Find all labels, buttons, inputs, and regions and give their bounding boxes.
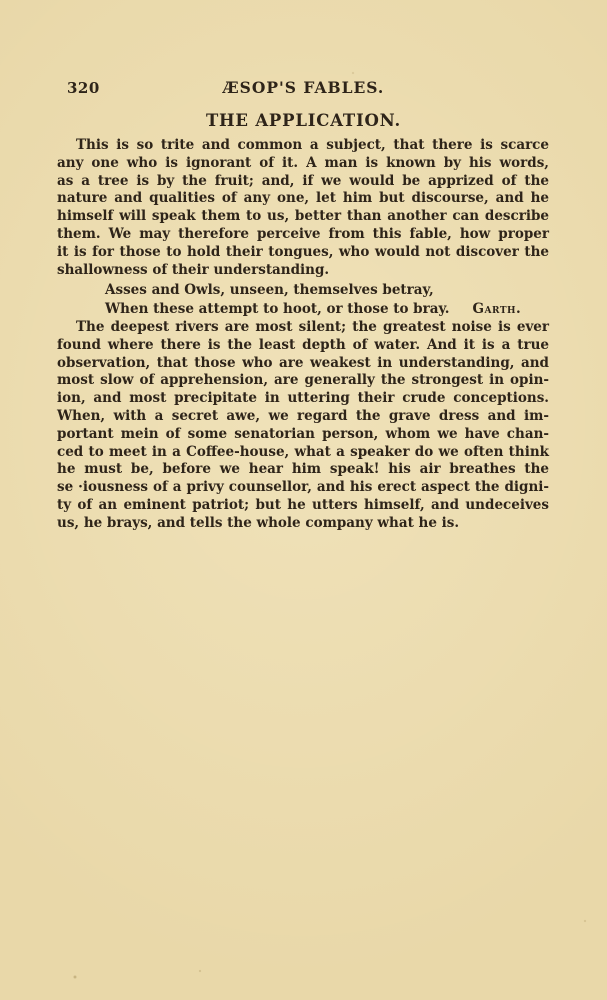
body-line: as a tree is by the fruit; and, if we would be apprized of the xyxy=(57,172,549,189)
verse-line-text: When these attempt to hoot, or those to bray. xyxy=(105,300,450,317)
body-line: The deepest rivers are most silent; the greatest noise is ever xyxy=(76,318,549,335)
body-line: them. We may therefore perceive from this fable, how proper xyxy=(57,225,549,242)
body-line: any one who is ignorant of it. A man is known by his words, xyxy=(57,154,549,171)
body-line: found where there is the least depth of water. And it is a true xyxy=(57,336,549,353)
body-line: he must be, before we hear him speak! his air breathes the xyxy=(57,461,549,478)
section-title: THE APPLICATION. xyxy=(205,111,402,130)
body-line: portant mein of some senatorian person, whom we have chan- xyxy=(57,425,549,442)
body-line: ty of an eminent patriot; but he utters himself, and undeceives xyxy=(57,496,549,513)
body-line: ced to meet in a Coffee-house, what a speaker do we often think xyxy=(57,443,549,460)
text-block xyxy=(57,137,549,533)
body-line: ion, and most precipitate in uttering their crude conceptions. xyxy=(57,390,549,407)
paragraph xyxy=(57,319,549,533)
verse-attribution: Garth. xyxy=(472,300,522,317)
body-line: it is for those to hold their tongues, who would not discover the xyxy=(57,243,549,260)
paragraph xyxy=(57,137,549,279)
body-line: us, he brays, and tells the whole company what he is. xyxy=(57,514,460,531)
body-line: When, with a secret awe, we regard the grave dress and im- xyxy=(57,407,549,424)
body-line: This is so trite and common a subject, that there is scarce xyxy=(76,137,549,153)
verse-quote xyxy=(105,281,549,318)
body-line: observation, that those who are weakest in understanding, and xyxy=(57,354,549,371)
body-line: most slow of apprehension, are generally the strongest in opin- xyxy=(57,372,549,389)
verse-line: Asses and Owls, unseen, themselves betray, xyxy=(105,282,434,299)
body-line: nature and qualities of any one, let him but discourse, and he xyxy=(57,190,549,207)
running-head: ÆSOP'S FABLES. xyxy=(222,78,385,97)
verse-line xyxy=(105,300,549,319)
body-line: himself will speak them to us, better than another can describe xyxy=(57,208,549,225)
page-header xyxy=(0,79,607,97)
page-number: 320 xyxy=(67,79,100,97)
body-line: shallowness of their understanding. xyxy=(57,261,330,278)
body-line: se ·iousness of a privy counsellor, and his erect aspect the digni- xyxy=(57,479,549,496)
